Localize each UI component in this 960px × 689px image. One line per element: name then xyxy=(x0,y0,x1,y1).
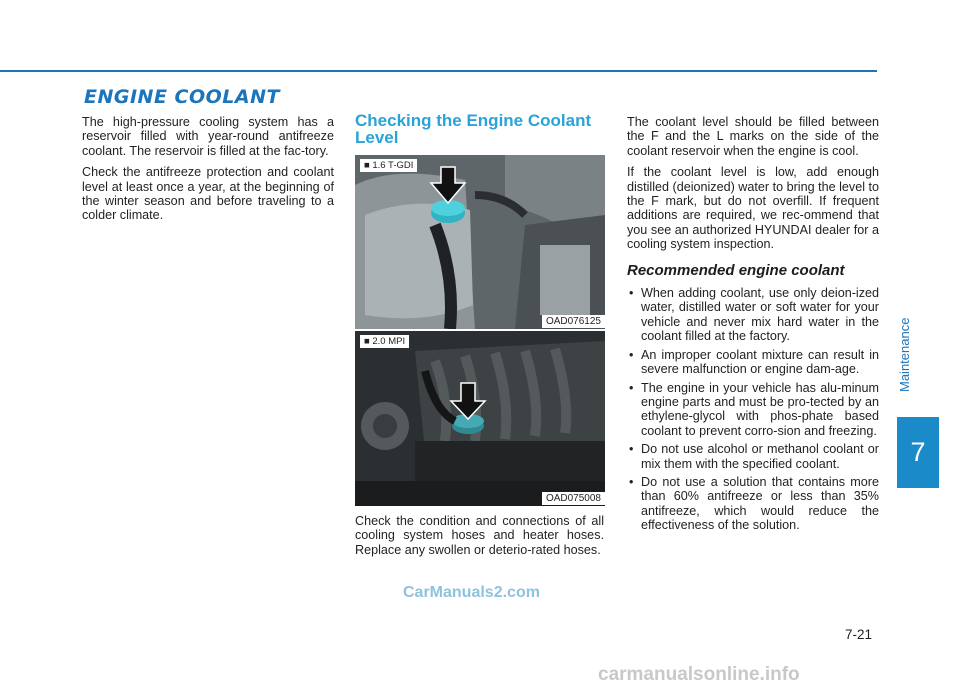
list-item: • Do not use a solution that contains more than 60% antifreeze or less than 35% antifreeze, which would reduce the effectiveness of the solution. xyxy=(627,475,879,533)
list-item: • Do not use alcohol or methanol coolant or mix them with the specified coolant. xyxy=(627,442,879,471)
engine-photo-2-0-mpi xyxy=(355,331,605,506)
list-item: • An improper coolant mixture can result in severe malfunction or engine dam-age. xyxy=(627,348,879,377)
checking-heading: Checking the Engine Coolant Level xyxy=(355,111,592,147)
intro-column xyxy=(82,115,334,230)
intro-paragraph: The high-pressure cooling system has a reservoir filled with year-round antifreeze coolant. The reservoir is filled at the fac-tory. xyxy=(82,115,334,158)
level-paragraph: If the coolant level is low, add enough distilled (deionized) water to bring the level to the F mark, but do not overfill. If frequent additions are required, we rec-ommend that you see an authorized HYUNDAI dealer for a cooling system inspection. xyxy=(627,165,880,252)
header-rule xyxy=(0,70,877,72)
watermark-text: carmanualsonline.info xyxy=(598,664,800,685)
page-number: 7-21 xyxy=(845,627,873,642)
intro-paragraph: Check the antifreeze protection and coolant level at least once a year, at the beginning of the winter season and before traveling to a colder climate. xyxy=(82,165,334,223)
checking-body xyxy=(355,514,604,564)
watermark-link[interactable]: CarManuals2.com xyxy=(403,584,540,601)
engine-variant-tag: ■ 2.0 MPI xyxy=(360,335,409,348)
checking-paragraph: Check the condition and connections of all cooling system hoses and heater hoses. Replace any swollen or deterio-rated hoses. xyxy=(355,514,604,557)
list-item: • When adding coolant, use only deion-ized water, distilled water or soft water for your vehicle and never mix hard water in the coolant filled at the factory. xyxy=(627,286,879,344)
image-code: OAD075008 xyxy=(542,492,605,505)
chapter-side-label: Maintenance xyxy=(897,317,912,393)
recommended-coolant-heading: Recommended engine coolant xyxy=(627,261,845,279)
right-column xyxy=(627,115,879,537)
image-code: OAD076125 xyxy=(542,315,605,328)
engine-bay-illustration xyxy=(355,155,605,329)
engine-variant-tag: ■ 1.6 T-GDI xyxy=(360,159,417,172)
engine-bay-illustration xyxy=(355,331,605,506)
coolant-bullet-list xyxy=(627,286,879,533)
chapter-number-tab: 7 xyxy=(897,417,939,488)
engine-photo-1-6-tgdi xyxy=(355,155,605,329)
list-item: • The engine in your vehicle has alu-minum engine parts and must be pro-tected by an ethylene-glycol with phos-phate based coolant to prevent corro-sion and freezing. xyxy=(627,381,879,439)
section-title: ENGINE COOLANT xyxy=(84,86,280,108)
level-paragraph: The coolant level should be filled between the F and the L marks on the side of the coolant reservoir when the engine is cool. xyxy=(627,115,879,158)
